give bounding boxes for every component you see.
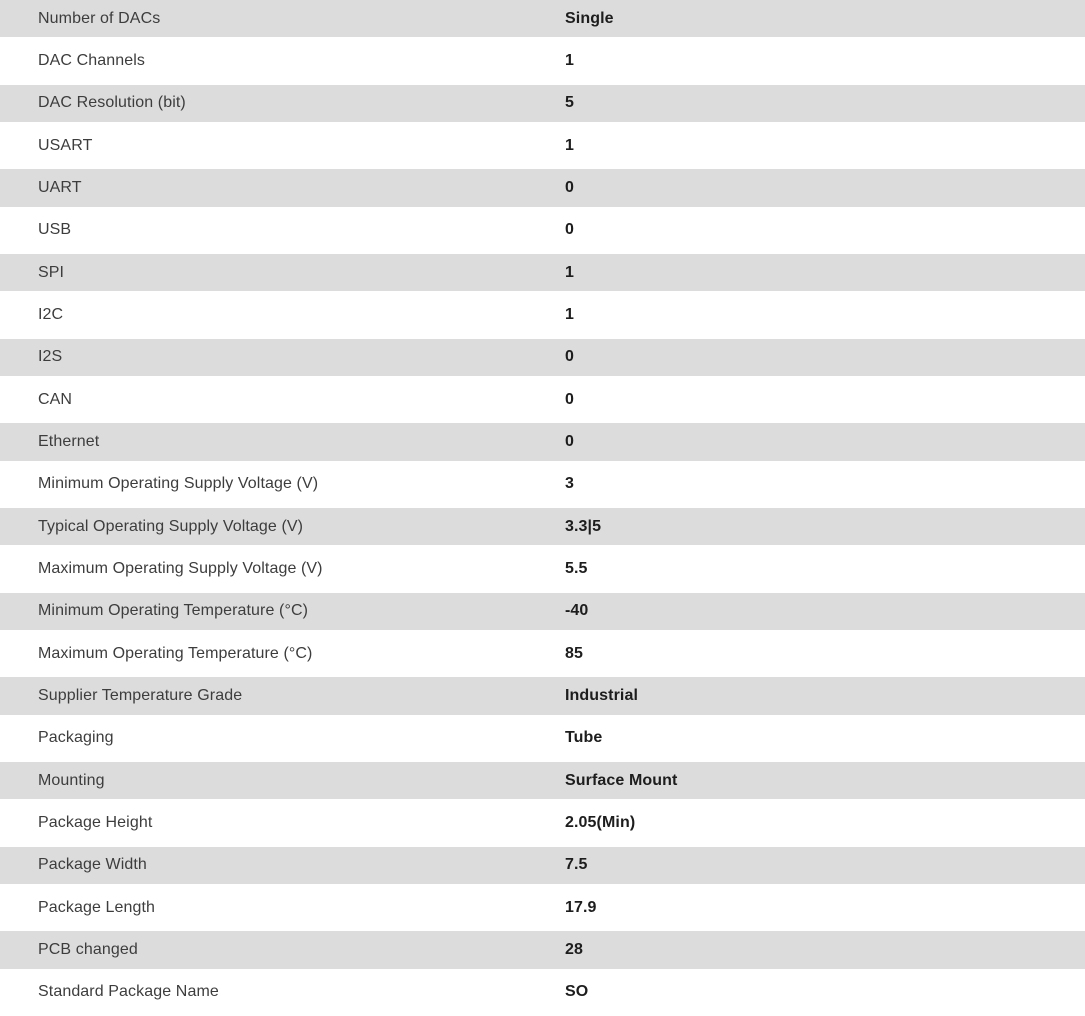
- spec-attribute-value: 1: [565, 136, 574, 154]
- spec-row: [0, 296, 1085, 338]
- spec-attribute-label: SPI: [38, 263, 65, 281]
- spec-attribute-value: 1: [565, 305, 574, 323]
- spec-row: [0, 212, 1085, 254]
- spec-attribute-value: 3: [565, 475, 574, 493]
- spec-row: [0, 127, 1085, 169]
- spec-row: [0, 847, 1085, 889]
- spec-row: [0, 508, 1085, 550]
- spec-attribute-label: Ethernet: [38, 432, 100, 450]
- spec-attribute-value: 7.5: [565, 856, 588, 874]
- spec-attribute-label: Standard Package Name: [38, 983, 219, 1001]
- spec-row: [0, 677, 1085, 719]
- spec-attribute-label: PCB changed: [38, 940, 138, 958]
- spec-attribute-value: 3.3|5: [565, 517, 602, 535]
- spec-attribute-label: USB: [38, 221, 72, 239]
- spec-attribute-value: 0: [565, 178, 574, 196]
- spec-attribute-value: Industrial: [565, 686, 639, 704]
- spec-row: [0, 931, 1085, 973]
- spec-row: [0, 381, 1085, 423]
- spec-attribute-label: Mounting: [38, 771, 105, 789]
- spec-attribute-label: USART: [38, 136, 93, 154]
- spec-attribute-label: DAC Channels: [38, 51, 146, 69]
- spec-row: [0, 339, 1085, 381]
- spec-attribute-label: Minimum Operating Temperature (°C): [38, 602, 309, 620]
- spec-attribute-label: Package Width: [38, 856, 147, 874]
- spec-row: [0, 254, 1085, 296]
- spec-attribute-label: Number of DACs: [38, 9, 161, 27]
- spec-attribute-label: I2C: [38, 305, 64, 323]
- spec-row: [0, 762, 1085, 804]
- spec-attribute-label: UART: [38, 178, 82, 196]
- spec-row: [0, 889, 1085, 931]
- spec-attribute-label: Maximum Operating Supply Voltage (V): [38, 559, 323, 577]
- spec-row: [0, 974, 1085, 1016]
- spec-attribute-label: Supplier Temperature Grade: [38, 686, 243, 704]
- spec-row: [0, 0, 1085, 42]
- spec-attribute-value: 28: [565, 940, 583, 958]
- spec-attribute-label: Package Length: [38, 898, 156, 916]
- spec-attribute-value: -40: [565, 602, 589, 620]
- spec-row: [0, 593, 1085, 635]
- spec-attribute-value: 5.5: [565, 559, 588, 577]
- spec-row: [0, 804, 1085, 846]
- spec-row: [0, 85, 1085, 127]
- spec-row: [0, 42, 1085, 84]
- spec-row: [0, 466, 1085, 508]
- spec-attribute-label: Maximum Operating Temperature (°C): [38, 644, 313, 662]
- spec-attribute-value: Surface Mount: [565, 771, 678, 789]
- spec-attribute-value: 85: [565, 644, 583, 662]
- spec-attribute-label: Package Height: [38, 813, 153, 831]
- spec-attribute-label: CAN: [38, 390, 73, 408]
- spec-attribute-value: 1: [565, 51, 574, 69]
- spec-attribute-value: Tube: [565, 729, 603, 747]
- spec-attribute-value: 1: [565, 263, 574, 281]
- spec-attribute-label: I2S: [38, 348, 63, 366]
- spec-attribute-value: 0: [565, 348, 574, 366]
- spec-attribute-value: 17.9: [565, 898, 597, 916]
- spec-row: [0, 423, 1085, 465]
- spec-row: [0, 720, 1085, 762]
- spec-attribute-label: Typical Operating Supply Voltage (V): [38, 517, 304, 535]
- spec-attribute-value: 5: [565, 94, 574, 112]
- spec-attribute-label: DAC Resolution (bit): [38, 94, 186, 112]
- spec-attribute-value: 2.05(Min): [565, 813, 636, 831]
- spec-attribute-value: 0: [565, 432, 574, 450]
- spec-attribute-value: Single: [565, 9, 614, 27]
- spec-row: [0, 550, 1085, 592]
- spec-attribute-label: Minimum Operating Supply Voltage (V): [38, 475, 319, 493]
- spec-row: [0, 169, 1085, 211]
- spec-row: [0, 635, 1085, 677]
- spec-attribute-label: Packaging: [38, 729, 114, 747]
- spec-attribute-value: 0: [565, 221, 574, 239]
- spec-attribute-value: 0: [565, 390, 574, 408]
- spec-attribute-value: SO: [565, 983, 589, 1001]
